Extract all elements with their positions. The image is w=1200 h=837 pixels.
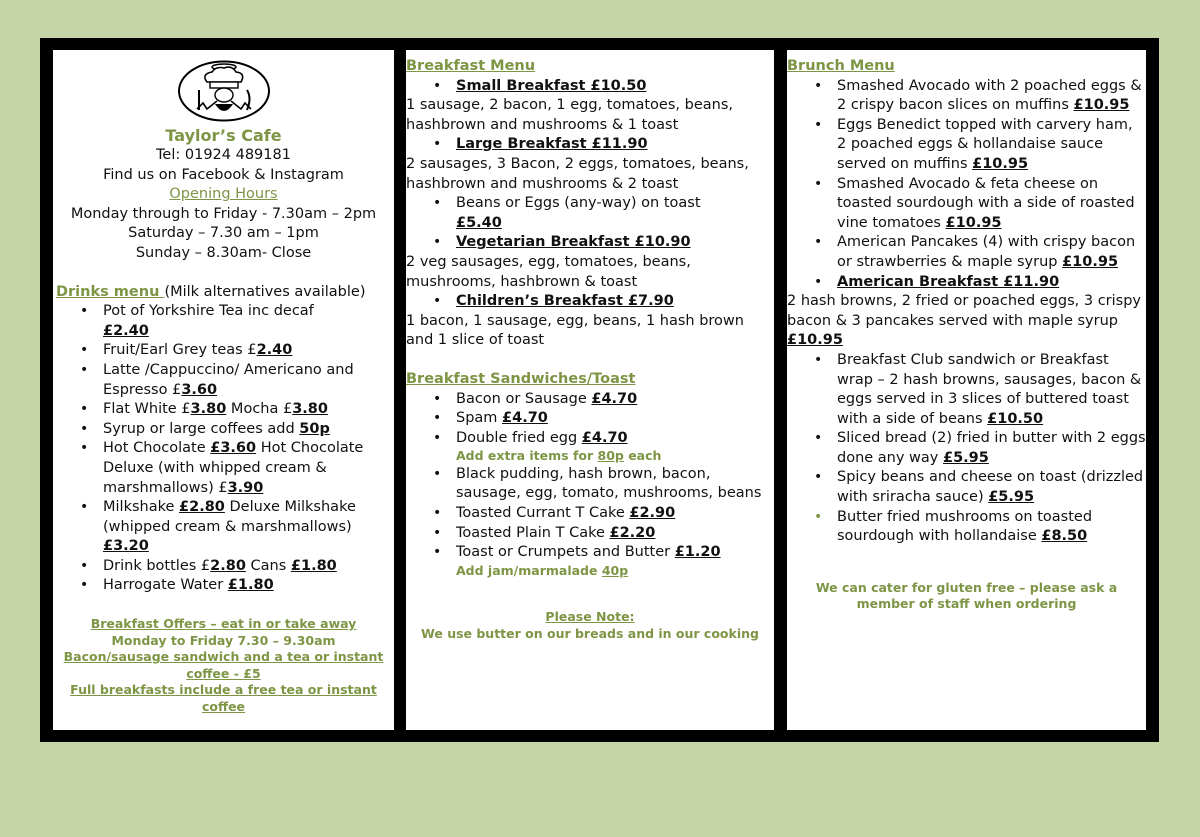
breakfast-item-name: • Small Breakfast £10.50 — [406, 77, 774, 97]
cafe-social: Find us on Facebook & Instagram — [103, 166, 344, 183]
sandwich-item: • Spam £4.70 — [406, 409, 774, 429]
gluten-free-note: We can cater for gluten free – please ask a member of staff when ordering — [815, 579, 1118, 612]
butter-note: We use butter on our breads and in our cooking — [421, 625, 759, 641]
brunch-item: • Spicy beans and cheese on toast (drizzled with sriracha sauce) £5.95 — [787, 468, 1146, 507]
hours-weekday: Monday through to Friday - 7.30am – 2pm — [70, 205, 377, 222]
drink-item: • Fruit/Earl Grey teas £2.40 — [53, 341, 394, 361]
drink-item: • Drink bottles £2.80 Cans £1.80 — [53, 557, 394, 577]
offer-line: Bacon/sausage sandwich and a tea or instant coffee - £5 — [63, 649, 384, 681]
drink-item: • Hot Chocolate £3.60 Hot Chocolate Deluxe (with whipped cream & marshmallows) £3.90 — [53, 439, 394, 498]
panel-left — [53, 50, 394, 730]
sandwich-item: • Toasted Currant T Cake £2.90 — [406, 504, 774, 524]
drink-item: • Milkshake £2.80 Deluxe Milkshake (whipped cream & marshmallows) £3.20 — [53, 498, 394, 557]
brunch-menu-title: Brunch Menu — [787, 58, 895, 74]
breakfast-item: • Beans or Eggs (any-way) on toast £5.40 — [406, 194, 774, 233]
sandwich-item: • Bacon or Sausage £4.70 — [406, 390, 774, 410]
offer-line: Monday to Friday 7.30 – 9.30am — [111, 632, 336, 648]
drinks-menu-title: Drinks menu — [56, 283, 165, 300]
menu-frame — [40, 38, 1159, 742]
breakfast-item-desc: 2 veg sausages, egg, tomatoes, beans, mushrooms, hashbrown & toast — [406, 253, 691, 290]
sandwich-item: • Toast or Crumpets and Butter £1.20 — [406, 543, 774, 563]
brunch-item: • Eggs Benedict topped with carvery ham, 2 poached eggs & hollandaise sauce served on muffins £10.95 — [787, 116, 1146, 175]
drink-item: • Latte /Cappuccino/ Americano and Espresso £3.60 — [53, 361, 394, 400]
breakfast-item-name: • Children’s Breakfast £7.90 — [406, 292, 774, 312]
opening-hours-title: Opening Hours — [169, 186, 278, 203]
sandwich-item: • Toasted Plain T Cake £2.20 — [406, 524, 774, 544]
cafe-name: Taylor’s Cafe — [165, 126, 282, 145]
sandwich-item: • Double fried egg £4.70 — [406, 429, 774, 449]
brunch-item: • Smashed Avocado & feta cheese on toasted sourdough with a side of roasted vine tomatoes £10.95 — [787, 175, 1146, 234]
drink-item: • Flat White £3.80 Mocha £3.80 — [53, 400, 394, 420]
breakfast-menu-title: Breakfast Menu — [406, 58, 536, 74]
drinks-menu-heading — [53, 283, 394, 303]
sandwiches-title: Breakfast Sandwiches/Toast — [406, 370, 636, 387]
brunch-item: • Breakfast Club sandwich or Breakfast wrap – 2 hash browns, sausages, bacon & eggs served in 3 slices of buttered toast with a side of beans £10.50 — [787, 351, 1146, 429]
breakfast-item-desc: 1 sausage, 2 bacon, 1 egg, tomatoes, beans, hashbrown and mushrooms & 1 toast — [406, 97, 733, 133]
drink-item: • Harrogate Water £1.80 — [53, 576, 394, 596]
breakfast-list — [406, 194, 774, 253]
extra-items-note: Add extra items for 80p each — [456, 448, 662, 464]
offer-line: Full breakfasts include a free tea or instant coffee — [70, 682, 377, 714]
brunch-item: • Sliced bread (2) fried in butter with 2 eggs done any way £5.95 — [787, 429, 1146, 468]
hours-sunday: Sunday – 8.30am- Close — [135, 244, 312, 261]
drinks-menu-subtitle: (Milk alternatives available) — [164, 283, 366, 300]
breakfast-item-name: • Vegetarian Breakfast £10.90 — [406, 233, 774, 253]
cafe-telephone: Tel: 01924 489181 — [156, 147, 291, 163]
sandwiches-list — [406, 390, 774, 449]
chef-logo-icon — [177, 60, 271, 122]
jam-note: Add jam/marmalade 40p — [456, 562, 629, 578]
drink-item: • Pot of Yorkshire Tea inc decaf £2.40 — [53, 302, 394, 341]
breakfast-offers-title: Breakfast Offers – eat in or take away — [90, 616, 357, 632]
hours-saturday: Saturday – 7.30 am – 1pm — [128, 225, 319, 242]
panel-middle — [406, 50, 774, 730]
please-note-title: Please Note: — [545, 609, 635, 625]
drink-item: • Syrup or large coffees add 50p — [53, 420, 394, 440]
panel-right — [787, 50, 1146, 730]
sandwich-item: • Black pudding, hash brown, bacon, sausage, egg, tomato, mushrooms, beans — [406, 465, 774, 504]
drinks-list — [53, 302, 394, 596]
breakfast-item-desc: 1 bacon, 1 sausage, egg, beans, 1 hash brown and 1 slice of toast — [406, 312, 744, 349]
breakfast-list — [406, 77, 774, 97]
brunch-item-name: • American Breakfast £11.90 — [787, 273, 1146, 293]
brunch-item: • American Pancakes (4) with crispy bacon or strawberries & maple syrup £10.95 — [787, 233, 1146, 272]
brunch-list — [787, 77, 1146, 293]
breakfast-item-desc: 2 sausages, 3 Bacon, 2 eggs, tomatoes, beans, hashbrown and mushrooms & 2 toast — [406, 155, 749, 192]
breakfast-list — [406, 135, 774, 155]
brunch-list — [787, 351, 1146, 547]
brunch-item: • Smashed Avocado with 2 poached eggs & 2 crispy bacon slices on muffins £10.95 — [787, 77, 1146, 116]
breakfast-item-name: • Large Breakfast £11.90 — [406, 135, 774, 155]
brunch-item: • Butter fried mushrooms on toasted sourdough with hollandaise £8.50 — [787, 508, 1146, 547]
sandwiches-list — [406, 465, 774, 563]
breakfast-list — [406, 292, 774, 312]
brunch-item-desc: 2 hash browns, 2 fried or poached eggs, 3 crispy bacon & 3 pancakes served with maple syrup £10.95 — [787, 293, 1142, 349]
